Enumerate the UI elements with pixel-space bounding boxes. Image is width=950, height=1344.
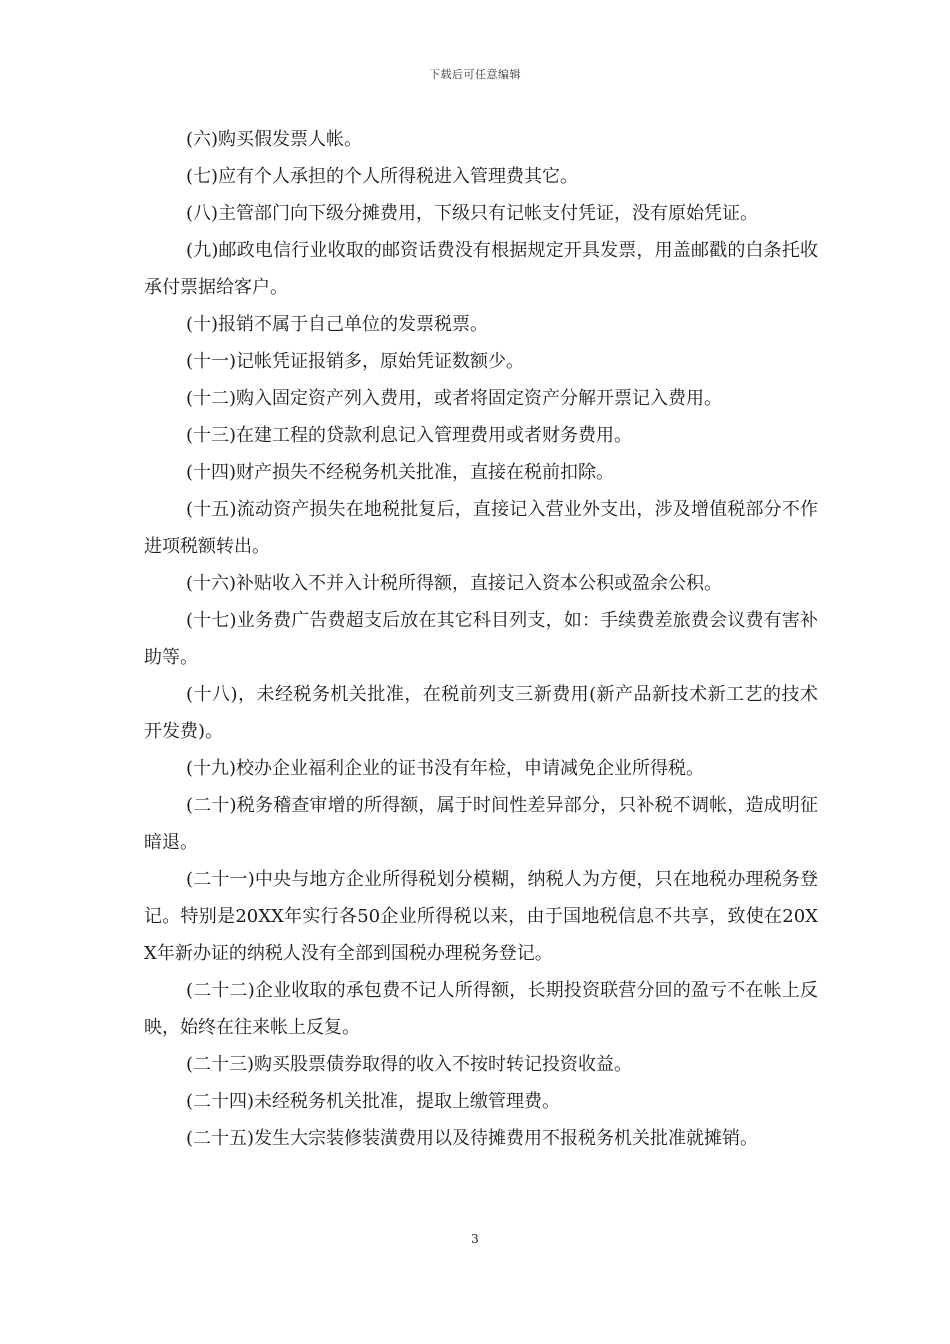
paragraph-item-7: (七)应有个人承担的个人所得税进入管理费其它。 [186,166,579,187]
paragraph-item-16: (十六)补贴收入不并入计税所得额，直接记入资本公积或盈余公积。 [186,573,723,594]
paragraph-item-8: (八)主管部门向下级分摊费用，下级只有记帐支付凭证，没有原始凭证。 [186,203,759,224]
paragraph-item-10: (十)报销不属于自己单位的发票税票。 [186,314,489,335]
paragraph-item-14: (十四)财产损失不经税务机关批准，直接在税前扣除。 [186,462,615,483]
page-header: 下载后可任意编辑 [429,68,521,81]
paragraph-item-18: (十八)，未经税务机关批准，在税前列支三新费用(新产品新技术新工艺的技术开发费)。 [144,684,818,742]
paragraph-item-17: (十七)业务费广告费超支后放在其它科目列支，如：手续费差旅费会议费有害补助等。 [144,610,818,668]
paragraph-item-24: (二十四)未经税务机关批准，提取上缴管理费。 [186,1091,561,1112]
paragraph-item-6: (六)购买假发票人帐。 [186,129,363,150]
paragraph-item-21: (二十一)中央与地方企业所得税划分模糊，纳税人为方便，只在地税办理税务登记。特别是20XX年实行各50企业所得税以来，由于国地税信息不共享，致使在20XX年新办证的纳税人没有全部到国税办理税务登记。 [144,869,818,964]
paragraph-item-23: (二十三)购买股票债券取得的收入不按时转记投资收益。 [186,1054,633,1075]
paragraph-item-9: (九)邮政电信行业收取的邮资话费没有根据规定开具发票，用盖邮戳的白条托收承付票据给客户。 [144,240,818,298]
page-number: 3 [471,1232,479,1246]
paragraph-item-20: (二十)税务稽查审增的所得额，属于时间性差异部分，只补税不调帐，造成明征暗退。 [144,795,818,853]
paragraph-item-15: (十五)流动资产损失在地税批复后，直接记入营业外支出，涉及增值税部分不作进项税额转出。 [144,499,818,557]
paragraph-item-22: (二十二)企业收取的承包费不记人所得额，长期投资联营分回的盈亏不在帐上反映，始终在往来帐上反复。 [144,980,818,1038]
paragraph-item-12: (十二)购入固定资产列入费用，或者将固定资产分解开票记入费用。 [186,388,723,409]
document-body [144,121,818,1157]
paragraph-item-11: (十一)记帐凭证报销多，原始凭证数额少。 [186,351,525,372]
paragraph-item-25: (二十五)发生大宗装修装潢费用以及待摊费用不报税务机关批准就摊销。 [186,1128,759,1149]
paragraph-item-19: (十九)校办企业福利企业的证书没有年检，申请减免企业所得税。 [186,758,705,779]
paragraph-item-13: (十三)在建工程的贷款利息记入管理费用或者财务费用。 [186,425,633,446]
